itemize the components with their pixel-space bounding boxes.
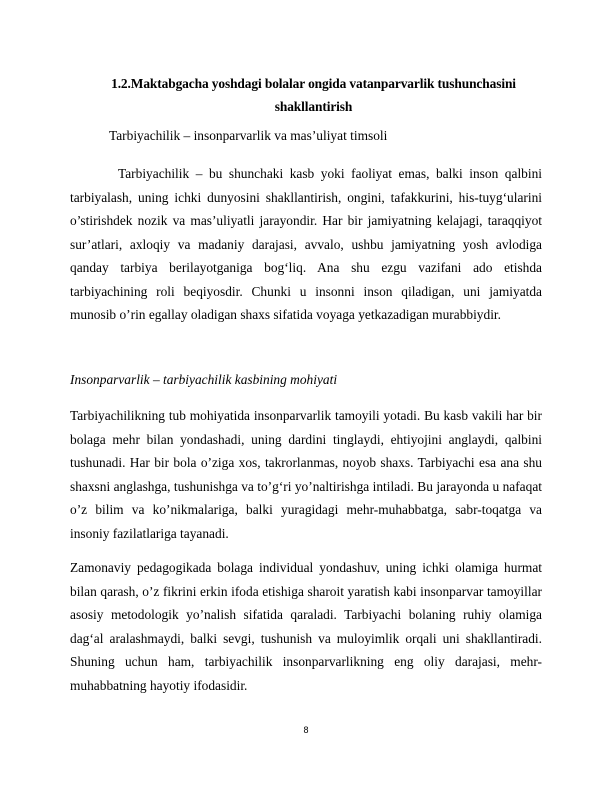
paragraph-essence: Tarbiyachilikning tub mohiyatida insonparvarlik tamoyili yotadi. Bu kasb vakili har bir bolaga mehr bilan yondashadi, uning dardini tinglaydi, ehtiyojini anglaydi, qalbini tushunadi. Har bir bola o’ziga xos, takrorlanmas, noyob shaxs. Tarbiyachi esa ana shu shaxsni anglashga, tushunishga va to’g‘ri yo’naltirishga intiladi. Bu jarayonda u nafaqat o’z bilim va ko’nikmalariga, balki yuragidagi mehr-muhabbatga, sabr-toqatga va insoniy fazilatlariga tayanadi. (70, 408, 542, 541)
section-title: Insonparvarlik – tarbiyachilik kasbining mohiyati (70, 372, 338, 387)
paragraph-intro: Tarbiyachilik – bu shunchaki kasb yoki faoliyat emas, balki inson qalbini tarbiyalash, uning ichki dunyosini shakllantirish, ongini, tafakkurini, his-tuyg‘ularini o’stirishdek nozik va mas’uliyatli jarayondir. Har bir jamiyatning kelajagi, taraqqiyot sur’atlari, axloqiy va madaniy darajasi, avvalo, ushbu jamiyatning yosh avlodiga qanday tarbiya berilayotganiga bog‘liq. Ana shu ezgu vazifani ado etishda tarbiyachining roli beqiyosdir. Chunki u insonni inson qiladigan, uni jamiyatda munosib o’rin egallay oladigan shaxs sifatida voyaga yetkazadigan murabbiydir. (70, 166, 542, 322)
paragraph-modern: Zamonaviy pedagogikada bolaga individual yondashuv, uning ichki olamiga hurmat bilan qarash, o’z fikrini erkin ifoda etishiga sharoit yaratish kabi insonparvar tamoyillar asosiy metodologik yo’nalish sifatida qaraladi. Tarbiyachi bolaning ruhiy olamiga dag‘al aralashmaydi, balki sevgi, tushunish va muloyimlik orqali uni shakllantiradi. Shuning uchun ham, tarbiyachilik insonparvarlikning eng oliy darajasi, mehr-muhabbatning hayotiy ifodasidir. (70, 560, 542, 693)
subtitle: Tarbiyachilik – insonparvarlik va mas’uliyat timsoli (109, 128, 388, 143)
page-number: 8 (303, 725, 309, 735)
section-heading: 1.2.Maktabgacha yoshdagi bolalar ongida vatanparvarlik tushunchasini shakllantirish (111, 76, 516, 114)
